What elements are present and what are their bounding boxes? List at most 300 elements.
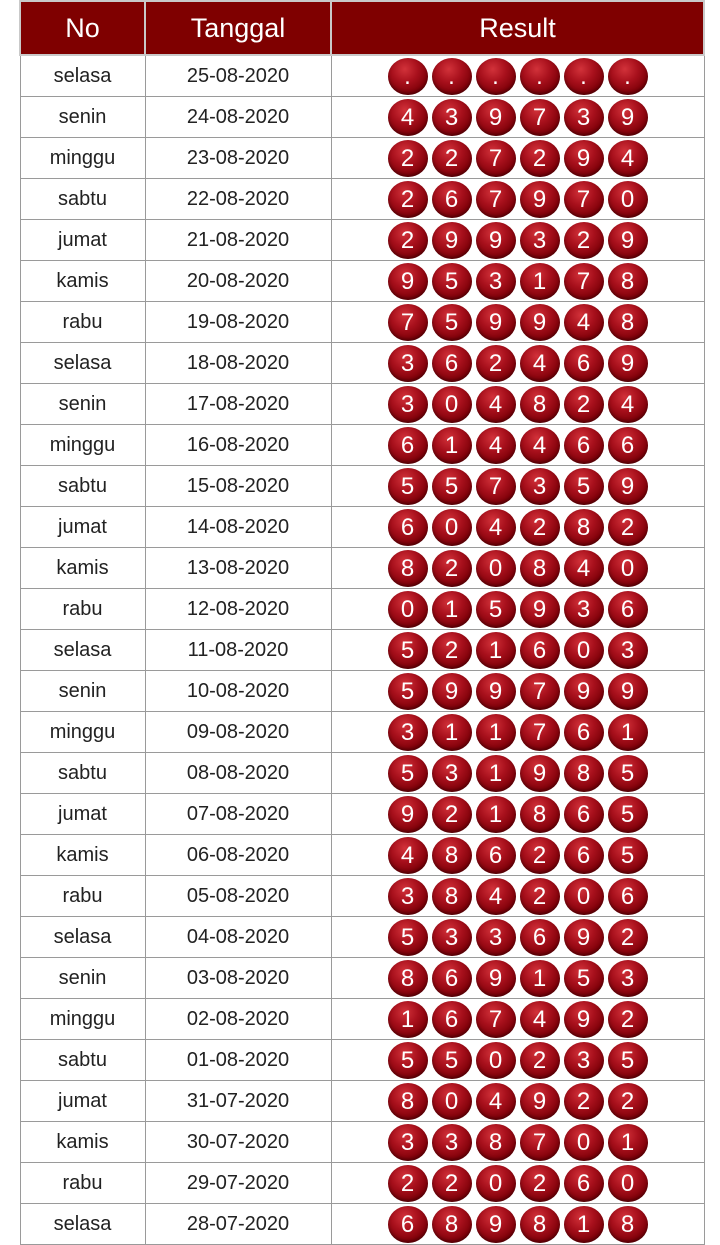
result-digit-ball: 5	[388, 632, 428, 669]
result-digit-ball: 8	[432, 1206, 472, 1243]
table-row	[20, 876, 704, 917]
result-digit-ball: 1	[388, 1001, 428, 1038]
date-cell: 08-08-2020	[145, 753, 331, 794]
result-digit-ball: 5	[608, 1042, 648, 1079]
result-digit-ball: 6	[564, 714, 604, 751]
day-cell: sabtu	[20, 753, 145, 794]
result-digit-ball: 5	[432, 304, 472, 341]
result-digit-ball: 2	[608, 919, 648, 956]
result-digit-ball: 2	[476, 345, 516, 382]
date-cell: 04-08-2020	[145, 917, 331, 958]
table-row	[20, 999, 704, 1040]
result-digit-ball: 9	[520, 304, 560, 341]
result-digit-ball: 7	[520, 99, 560, 136]
result-digit-ball: 0	[432, 386, 472, 423]
table-row	[20, 1204, 704, 1245]
result-digit-ball: 5	[432, 1042, 472, 1079]
result-cell	[331, 958, 704, 999]
day-cell: jumat	[20, 220, 145, 261]
result-digit-ball: 1	[432, 427, 472, 464]
date-cell: 09-08-2020	[145, 712, 331, 753]
result-balls	[332, 1042, 704, 1080]
day-cell: senin	[20, 97, 145, 138]
table-row	[20, 958, 704, 999]
day-cell: minggu	[20, 999, 145, 1040]
result-digit-ball: 2	[564, 222, 604, 259]
date-cell: 02-08-2020	[145, 999, 331, 1040]
day-cell: minggu	[20, 138, 145, 179]
result-cell	[331, 179, 704, 220]
table-row	[20, 917, 704, 958]
result-digit-ball: 0	[432, 1083, 472, 1120]
table-row	[20, 753, 704, 794]
result-digit-ball: 3	[564, 1042, 604, 1079]
date-cell: 12-08-2020	[145, 589, 331, 630]
table-row	[20, 55, 704, 97]
result-balls	[332, 427, 704, 465]
result-digit-ball: 8	[520, 386, 560, 423]
result-balls	[332, 591, 704, 629]
result-balls	[332, 1165, 704, 1203]
result-digit-ball: 3	[432, 99, 472, 136]
result-digit-ball: 3	[520, 222, 560, 259]
table-row	[20, 261, 704, 302]
day-cell: minggu	[20, 425, 145, 466]
result-digit-ball: .	[564, 58, 604, 95]
result-balls	[332, 673, 704, 711]
result-balls	[332, 304, 704, 342]
result-digit-ball: 9	[608, 345, 648, 382]
result-digit-ball: 7	[520, 673, 560, 710]
result-digit-ball: 8	[608, 263, 648, 300]
day-cell: kamis	[20, 261, 145, 302]
result-digit-ball: 9	[608, 99, 648, 136]
table-row	[20, 589, 704, 630]
result-cell	[331, 507, 704, 548]
result-digit-ball: 0	[476, 1042, 516, 1079]
table-row	[20, 425, 704, 466]
result-digit-ball: 6	[432, 345, 472, 382]
result-balls	[332, 919, 704, 957]
result-digit-ball: 5	[476, 591, 516, 628]
day-cell: kamis	[20, 548, 145, 589]
result-digit-ball: 4	[564, 304, 604, 341]
day-cell: minggu	[20, 712, 145, 753]
result-digit-ball: 0	[564, 878, 604, 915]
date-cell: 24-08-2020	[145, 97, 331, 138]
result-digit-ball: 6	[608, 427, 648, 464]
result-digit-ball: 9	[608, 222, 648, 259]
result-digit-ball: 6	[564, 1165, 604, 1202]
table-row	[20, 1163, 704, 1204]
result-balls	[332, 1001, 704, 1039]
result-cell	[331, 548, 704, 589]
result-digit-ball: 9	[432, 222, 472, 259]
result-digit-ball: .	[520, 58, 560, 95]
result-balls	[332, 960, 704, 998]
result-balls	[332, 99, 704, 137]
date-cell: 13-08-2020	[145, 548, 331, 589]
result-digit-ball: 6	[564, 427, 604, 464]
result-digit-ball: 7	[388, 304, 428, 341]
result-digit-ball: 8	[520, 796, 560, 833]
day-cell: rabu	[20, 1163, 145, 1204]
result-digit-ball: 1	[476, 632, 516, 669]
result-balls	[332, 632, 704, 670]
result-digit-ball: 9	[476, 1206, 516, 1243]
result-digit-ball: 7	[476, 1001, 516, 1038]
date-cell: 07-08-2020	[145, 794, 331, 835]
result-cell	[331, 1040, 704, 1081]
result-cell	[331, 999, 704, 1040]
result-digit-ball: 7	[476, 468, 516, 505]
result-digit-ball: 2	[432, 796, 472, 833]
result-digit-ball: 5	[388, 673, 428, 710]
result-digit-ball: 6	[432, 960, 472, 997]
result-digit-ball: 3	[388, 1124, 428, 1161]
table-row	[20, 835, 704, 876]
date-cell: 14-08-2020	[145, 507, 331, 548]
table-row	[20, 302, 704, 343]
result-digit-ball: 4	[476, 878, 516, 915]
table-body	[20, 55, 704, 1245]
table-row	[20, 220, 704, 261]
result-digit-ball: 2	[608, 1001, 648, 1038]
result-cell	[331, 1204, 704, 1245]
table-row	[20, 712, 704, 753]
date-cell: 20-08-2020	[145, 261, 331, 302]
result-cell	[331, 97, 704, 138]
day-cell: jumat	[20, 1081, 145, 1122]
result-cell	[331, 302, 704, 343]
result-digit-ball: 6	[388, 427, 428, 464]
table-row	[20, 466, 704, 507]
result-digit-ball: 4	[388, 99, 428, 136]
result-digit-ball: 6	[520, 632, 560, 669]
result-cell	[331, 1163, 704, 1204]
result-digit-ball: 4	[476, 1083, 516, 1120]
day-cell: senin	[20, 384, 145, 425]
result-digit-ball: 0	[432, 509, 472, 546]
result-digit-ball: 3	[476, 263, 516, 300]
result-cell	[331, 1081, 704, 1122]
result-cell	[331, 917, 704, 958]
result-digit-ball: 2	[432, 1165, 472, 1202]
result-digit-ball: 8	[520, 550, 560, 587]
date-cell: 23-08-2020	[145, 138, 331, 179]
result-digit-ball: 9	[608, 468, 648, 505]
result-digit-ball: 0	[476, 550, 516, 587]
result-digit-ball: 9	[520, 755, 560, 792]
result-digit-ball: 7	[564, 181, 604, 218]
result-balls	[332, 345, 704, 383]
result-digit-ball: 9	[520, 1083, 560, 1120]
result-cell	[331, 138, 704, 179]
result-digit-ball: 9	[564, 673, 604, 710]
result-digit-ball: 3	[432, 755, 472, 792]
table-row	[20, 1081, 704, 1122]
result-digit-ball: 4	[476, 386, 516, 423]
result-digit-ball: 2	[520, 837, 560, 874]
result-digit-ball: 0	[608, 181, 648, 218]
result-digit-ball: 3	[432, 1124, 472, 1161]
result-digit-ball: 4	[608, 386, 648, 423]
table-row	[20, 1122, 704, 1163]
result-digit-ball: 9	[520, 591, 560, 628]
result-digit-ball: 8	[388, 550, 428, 587]
result-digit-ball: 5	[608, 755, 648, 792]
results-table-container	[19, 0, 703, 1245]
result-digit-ball: 4	[520, 1001, 560, 1038]
result-balls	[332, 386, 704, 424]
result-digit-ball: 5	[608, 796, 648, 833]
result-digit-ball: 5	[432, 468, 472, 505]
result-digit-ball: 6	[564, 345, 604, 382]
day-cell: senin	[20, 671, 145, 712]
result-digit-ball: 9	[564, 1001, 604, 1038]
result-digit-ball: .	[608, 58, 648, 95]
date-cell: 22-08-2020	[145, 179, 331, 220]
result-digit-ball: 0	[608, 550, 648, 587]
result-cell	[331, 261, 704, 302]
result-cell	[331, 671, 704, 712]
result-digit-ball: 2	[520, 878, 560, 915]
day-cell: sabtu	[20, 1040, 145, 1081]
day-cell: sabtu	[20, 179, 145, 220]
result-digit-ball: 2	[432, 140, 472, 177]
result-digit-ball: 4	[520, 345, 560, 382]
result-balls	[332, 181, 704, 219]
table-row	[20, 548, 704, 589]
result-digit-ball: 0	[564, 632, 604, 669]
result-cell	[331, 712, 704, 753]
result-digit-ball: 5	[564, 468, 604, 505]
result-digit-ball: 2	[564, 1083, 604, 1120]
result-digit-ball: 8	[388, 1083, 428, 1120]
result-balls	[332, 222, 704, 260]
result-digit-ball: 6	[388, 509, 428, 546]
result-balls	[332, 263, 704, 301]
result-balls	[332, 1206, 704, 1244]
result-digit-ball: 9	[476, 673, 516, 710]
table-row	[20, 138, 704, 179]
result-digit-ball: 2	[564, 386, 604, 423]
table-row	[20, 671, 704, 712]
result-balls	[332, 878, 704, 916]
result-digit-ball: 1	[476, 796, 516, 833]
result-digit-ball: 9	[476, 960, 516, 997]
result-cell	[331, 343, 704, 384]
result-balls	[332, 1124, 704, 1162]
table-row	[20, 1040, 704, 1081]
result-digit-ball: 8	[608, 304, 648, 341]
column-header-no: No	[20, 1, 145, 55]
day-cell: selasa	[20, 55, 145, 97]
result-digit-ball: 1	[520, 960, 560, 997]
result-digit-ball: 5	[388, 1042, 428, 1079]
result-cell	[331, 794, 704, 835]
date-cell: 25-08-2020	[145, 55, 331, 97]
result-balls	[332, 509, 704, 547]
result-balls	[332, 140, 704, 178]
day-cell: jumat	[20, 507, 145, 548]
result-cell	[331, 425, 704, 466]
result-digit-ball: .	[476, 58, 516, 95]
result-digit-ball: 6	[608, 878, 648, 915]
result-balls	[332, 796, 704, 834]
result-digit-ball: 2	[520, 1042, 560, 1079]
result-balls	[332, 468, 704, 506]
result-digit-ball: 3	[388, 386, 428, 423]
date-cell: 31-07-2020	[145, 1081, 331, 1122]
table-row	[20, 794, 704, 835]
result-digit-ball: 4	[608, 140, 648, 177]
table-row	[20, 507, 704, 548]
result-digit-ball: 5	[388, 468, 428, 505]
result-digit-ball: 2	[388, 1165, 428, 1202]
result-cell	[331, 55, 704, 97]
result-digit-ball: 6	[388, 1206, 428, 1243]
day-cell: kamis	[20, 835, 145, 876]
result-digit-ball: 6	[520, 919, 560, 956]
result-balls	[332, 58, 704, 96]
date-cell: 18-08-2020	[145, 343, 331, 384]
result-digit-ball: 2	[520, 1165, 560, 1202]
result-digit-ball: 9	[564, 919, 604, 956]
column-header-result: Result	[331, 1, 704, 55]
result-cell	[331, 835, 704, 876]
result-digit-ball: 1	[608, 1124, 648, 1161]
day-cell: jumat	[20, 794, 145, 835]
table-row	[20, 384, 704, 425]
result-digit-ball: 9	[476, 222, 516, 259]
table-row	[20, 97, 704, 138]
result-digit-ball: 7	[520, 714, 560, 751]
result-cell	[331, 384, 704, 425]
result-digit-ball: 8	[564, 509, 604, 546]
day-cell: selasa	[20, 343, 145, 384]
result-digit-ball: 8	[432, 878, 472, 915]
result-digit-ball: 1	[520, 263, 560, 300]
result-balls	[332, 755, 704, 793]
date-cell: 28-07-2020	[145, 1204, 331, 1245]
day-cell: selasa	[20, 1204, 145, 1245]
result-digit-ball: 7	[564, 263, 604, 300]
result-digit-ball: 8	[388, 960, 428, 997]
result-digit-ball: 5	[564, 960, 604, 997]
result-digit-ball: 9	[432, 673, 472, 710]
header-row	[20, 1, 704, 55]
result-digit-ball: 4	[476, 509, 516, 546]
result-digit-ball: 9	[388, 796, 428, 833]
date-cell: 30-07-2020	[145, 1122, 331, 1163]
result-cell	[331, 220, 704, 261]
result-digit-ball: 0	[476, 1165, 516, 1202]
date-cell: 17-08-2020	[145, 384, 331, 425]
result-digit-ball: .	[432, 58, 472, 95]
date-cell: 06-08-2020	[145, 835, 331, 876]
table-row	[20, 630, 704, 671]
result-digit-ball: 4	[564, 550, 604, 587]
result-digit-ball: 3	[432, 919, 472, 956]
result-digit-ball: 5	[388, 919, 428, 956]
table-row	[20, 179, 704, 220]
result-digit-ball: 3	[564, 591, 604, 628]
result-digit-ball: 6	[432, 181, 472, 218]
result-cell	[331, 876, 704, 917]
result-digit-ball: 9	[476, 304, 516, 341]
day-cell: rabu	[20, 876, 145, 917]
result-cell	[331, 753, 704, 794]
day-cell: senin	[20, 958, 145, 999]
result-digit-ball: 3	[388, 714, 428, 751]
day-cell: selasa	[20, 917, 145, 958]
result-digit-ball: 3	[388, 878, 428, 915]
result-digit-ball: 6	[476, 837, 516, 874]
result-digit-ball: 3	[608, 960, 648, 997]
day-cell: kamis	[20, 1122, 145, 1163]
result-digit-ball: 8	[564, 755, 604, 792]
result-cell	[331, 589, 704, 630]
column-header-date: Tanggal	[145, 1, 331, 55]
result-digit-ball: 2	[608, 1083, 648, 1120]
results-table	[19, 0, 705, 1245]
result-cell	[331, 1122, 704, 1163]
result-digit-ball: 8	[608, 1206, 648, 1243]
result-digit-ball: 1	[476, 714, 516, 751]
result-digit-ball: 5	[608, 837, 648, 874]
result-digit-ball: 9	[608, 673, 648, 710]
result-digit-ball: 6	[564, 837, 604, 874]
result-digit-ball: 2	[432, 632, 472, 669]
day-cell: sabtu	[20, 466, 145, 507]
result-digit-ball: 9	[476, 99, 516, 136]
date-cell: 03-08-2020	[145, 958, 331, 999]
result-digit-ball: .	[388, 58, 428, 95]
result-digit-ball: 0	[388, 591, 428, 628]
result-digit-ball: 4	[476, 427, 516, 464]
result-digit-ball: 6	[432, 1001, 472, 1038]
result-digit-ball: 2	[388, 222, 428, 259]
result-digit-ball: 0	[608, 1165, 648, 1202]
result-digit-ball: 9	[520, 181, 560, 218]
result-digit-ball: 9	[388, 263, 428, 300]
result-digit-ball: 0	[564, 1124, 604, 1161]
result-digit-ball: 7	[476, 140, 516, 177]
result-balls	[332, 837, 704, 875]
date-cell: 19-08-2020	[145, 302, 331, 343]
result-digit-ball: 3	[476, 919, 516, 956]
result-digit-ball: 1	[564, 1206, 604, 1243]
day-cell: rabu	[20, 589, 145, 630]
result-digit-ball: 3	[564, 99, 604, 136]
day-cell: rabu	[20, 302, 145, 343]
result-digit-ball: 8	[476, 1124, 516, 1161]
result-digit-ball: 6	[608, 591, 648, 628]
result-digit-ball: 2	[388, 181, 428, 218]
result-digit-ball: 9	[564, 140, 604, 177]
result-digit-ball: 1	[432, 591, 472, 628]
result-digit-ball: 2	[520, 140, 560, 177]
result-digit-ball: 1	[476, 755, 516, 792]
result-digit-ball: 4	[520, 427, 560, 464]
result-digit-ball: 1	[608, 714, 648, 751]
result-digit-ball: 2	[608, 509, 648, 546]
result-digit-ball: 8	[432, 837, 472, 874]
result-digit-ball: 6	[564, 796, 604, 833]
result-digit-ball: 2	[432, 550, 472, 587]
date-cell: 10-08-2020	[145, 671, 331, 712]
